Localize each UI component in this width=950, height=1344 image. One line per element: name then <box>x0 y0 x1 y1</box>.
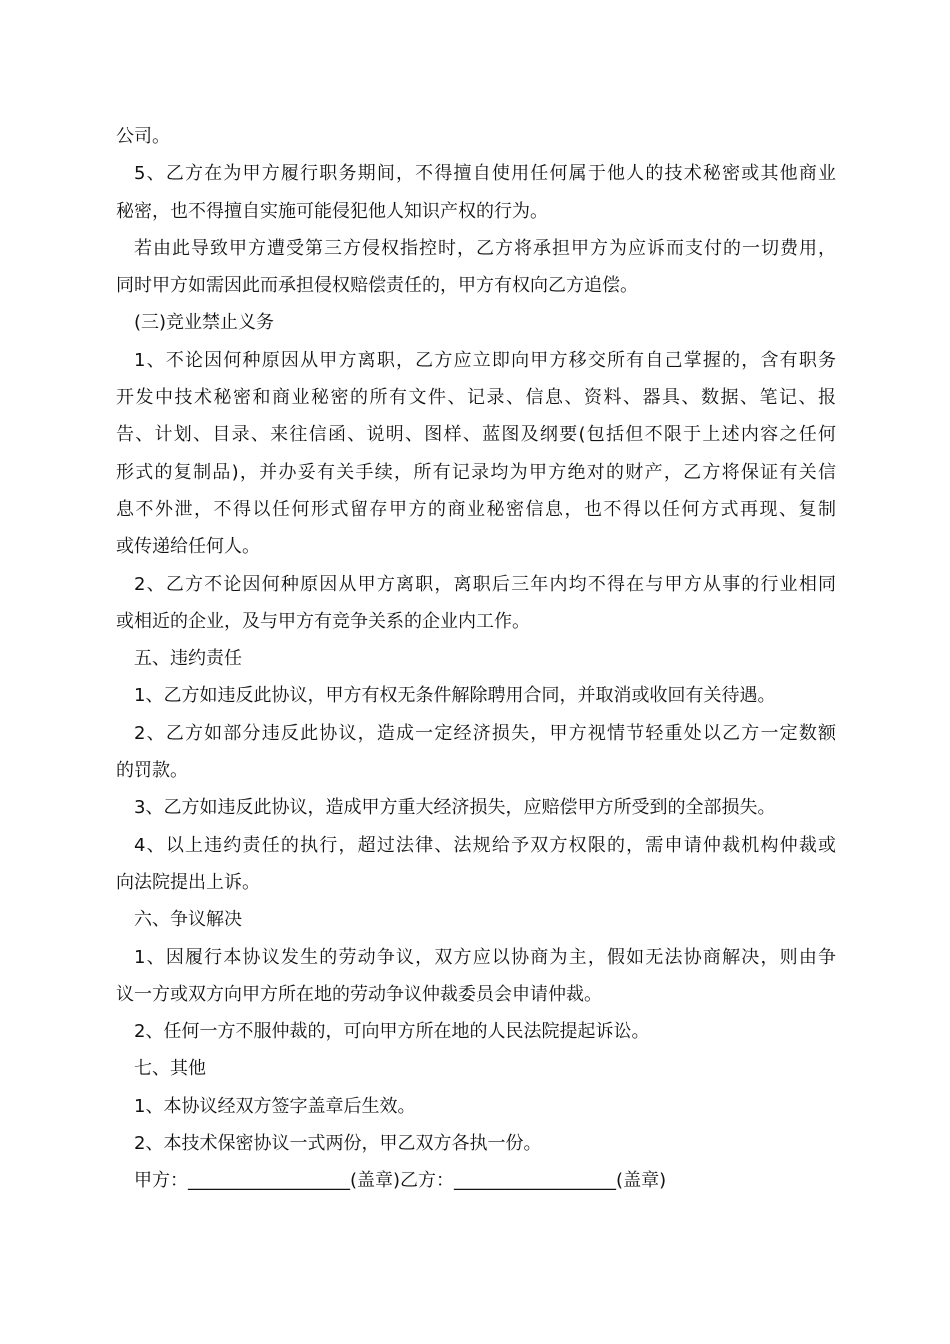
text-line: 2、本技术保密协议一式两份，甲乙双方各执一份。 <box>134 1133 542 1155</box>
text-line: 1、不论因何种原因从甲方离职，乙方应立即向甲方移交所有自己掌握的，含有职务 <box>134 349 836 371</box>
text-line: 形式的复制品)，并办妥有关手续，所有记录均为甲方绝对的财产，乙方将保证有关信 <box>116 461 836 483</box>
section-heading: 五、违约责任 <box>134 648 242 670</box>
text-line: 议一方或双方向甲方所在地的劳动争议仲裁委员会申请仲裁。 <box>116 983 602 1005</box>
text-line: 3、乙方如违反此协议，造成甲方重大经济损失，应赔偿甲方所受到的全部损失。 <box>134 797 776 819</box>
text-line: 1、乙方如违反此协议，甲方有权无条件解除聘用合同，并取消或收回有关待遇。 <box>134 685 776 707</box>
section-heading: 七、其他 <box>134 1058 206 1080</box>
signature-line: 甲方：__________________(盖章)乙方：__________________(盖章) <box>134 1170 667 1192</box>
text-line: 1、因履行本协议发生的劳动争议，双方应以协商为主，假如无法协商解决，则由争 <box>134 946 836 968</box>
document-body <box>116 118 836 1200</box>
section-heading: (三)竞业禁止义务 <box>134 312 275 334</box>
text-line: 1、本协议经双方签字盖章后生效。 <box>134 1095 416 1117</box>
text-line: 秘密，也不得擅自实施可能侵犯他人知识产权的行为。 <box>116 200 548 222</box>
text-line: 息不外泄，不得以任何形式留存甲方的商业秘密信息，也不得以任何方式再现、复制 <box>116 498 836 520</box>
text-line: 告、计划、目录、来往信函、说明、图样、蓝图及纲要(包括但不限于上述内容之任何 <box>116 424 836 446</box>
text-line: 5、乙方在为甲方履行职务期间，不得擅自使用任何属于他人的技术秘密或其他商业 <box>134 163 836 185</box>
text-line: 若由此导致甲方遭受第三方侵权指控时，乙方将承担甲方为应诉而支付的一切费用， <box>134 237 836 259</box>
section-heading: 六、争议解决 <box>134 909 242 931</box>
text-line: 2、乙方如部分违反此协议，造成一定经济损失，甲方视情节轻重处以乙方一定数额 <box>134 722 836 744</box>
text-line: 向法院提出上诉。 <box>116 871 260 893</box>
text-line: 2、任何一方不服仲裁的，可向甲方所在地的人民法院提起诉讼。 <box>134 1021 650 1043</box>
text-line: 同时甲方如需因此而承担侵权赔偿责任的，甲方有权向乙方追偿。 <box>116 275 638 297</box>
text-line: 或相近的企业，及与甲方有竞争关系的企业内工作。 <box>116 610 530 632</box>
text-line: 或传递给任何人。 <box>116 536 260 558</box>
text-line: 开发中技术秘密和商业秘密的所有文件、记录、信息、资料、器具、数据、笔记、报 <box>116 387 836 409</box>
text-line: 4、以上违约责任的执行，超过法律、法规给予双方权限的，需申请仲裁机构仲裁或 <box>134 834 836 856</box>
text-line: 公司。 <box>116 126 170 147</box>
text-line: 的罚款。 <box>116 760 188 782</box>
text-line: 2、乙方不论因何种原因从甲方离职，离职后三年内均不得在与甲方从事的行业相同 <box>134 573 836 595</box>
